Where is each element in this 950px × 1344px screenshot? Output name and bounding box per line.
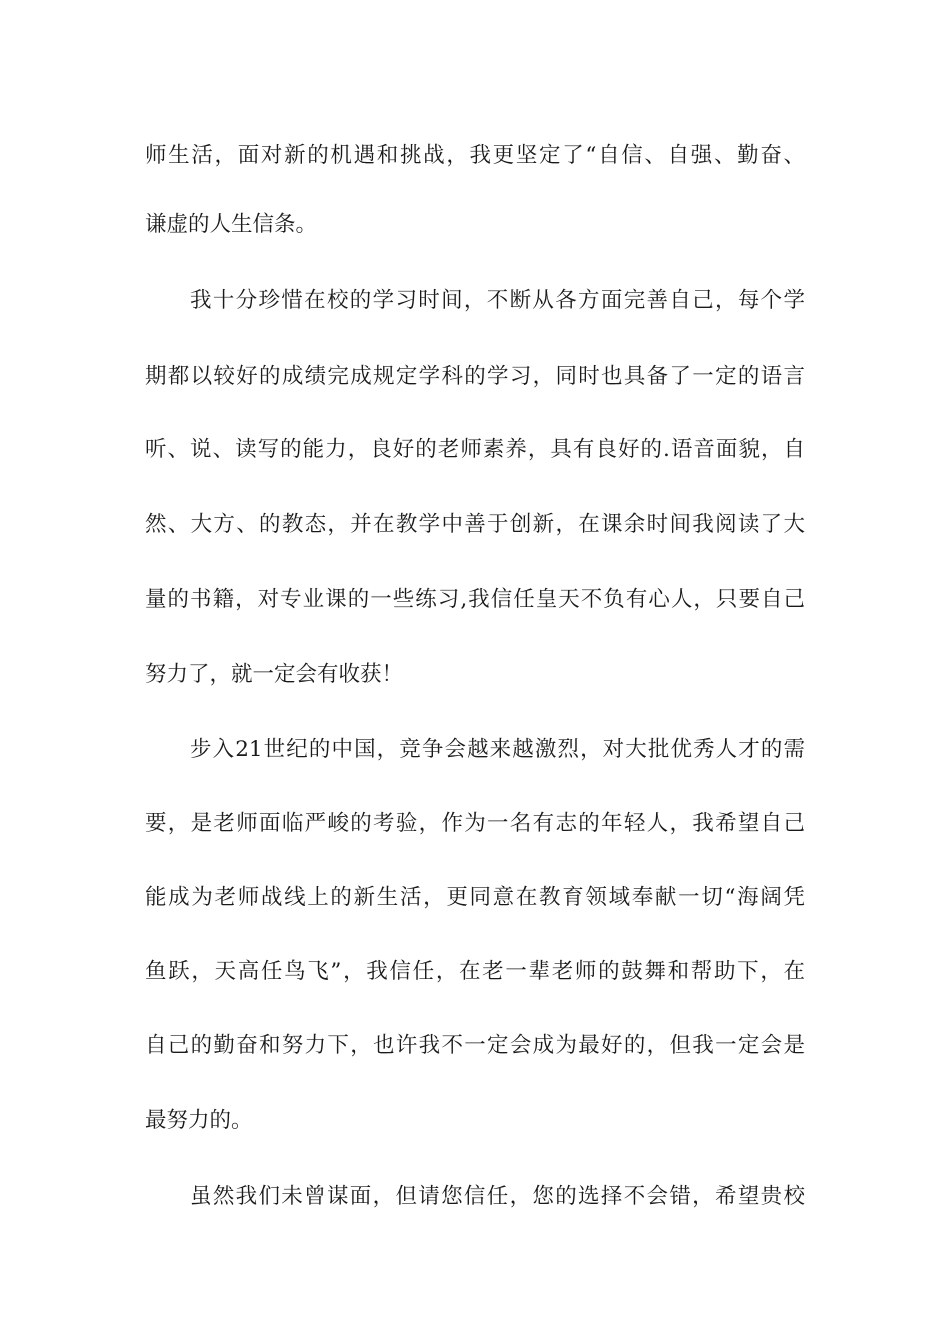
paragraph-first-line: 我十分珍惜在校的学习时间，不断从各方面完善自己，每个学 [190,288,805,313]
text-line: 听、说、读写的能力，良好的老师素养，具有良好的.语音面貌，自 [145,437,805,462]
paragraph-first-line: 步入21世纪的中国，竞争会越来越激烈，对大批优秀人才的需 [190,737,805,762]
text-line: 能成为老师战线上的新生活，更同意在教育领域奉献一切“海阔凭 [145,885,805,910]
text-line: 最努力的。 [145,1108,253,1133]
text-line: 自己的勤奋和努力下，也许我不一定会成为最好的，但我一定会是 [145,1033,805,1058]
text-line: 要，是老师面临严峻的考验，作为一名有志的年轻人，我希望自己 [145,811,805,836]
text-line: 然、大方、的教态，并在教学中善于创新，在课余时间我阅读了大 [145,512,805,537]
text-line: 期都以较好的成绩完成规定学科的学习，同时也具备了一定的语言 [145,364,805,389]
text-line: 师生活，面对新的机遇和挑战，我更坚定了“自信、自强、勤奋、 [145,143,805,168]
text-line: 努力了，就一定会有收获！ [145,662,404,687]
text-line: 量的书籍，对专业课的一些练习,我信任皇天不负有心人，只要自己 [145,587,805,612]
text-line: 鱼跃，天高任鸟飞”，我信任，在老一辈老师的鼓舞和帮助下，在 [145,959,805,984]
paragraph-first-line: 虽然我们未曾谋面，但请您信任，您的选择不会错，希望贵校 [190,1184,805,1209]
text-line: 谦虚的人生信条。 [145,212,318,237]
